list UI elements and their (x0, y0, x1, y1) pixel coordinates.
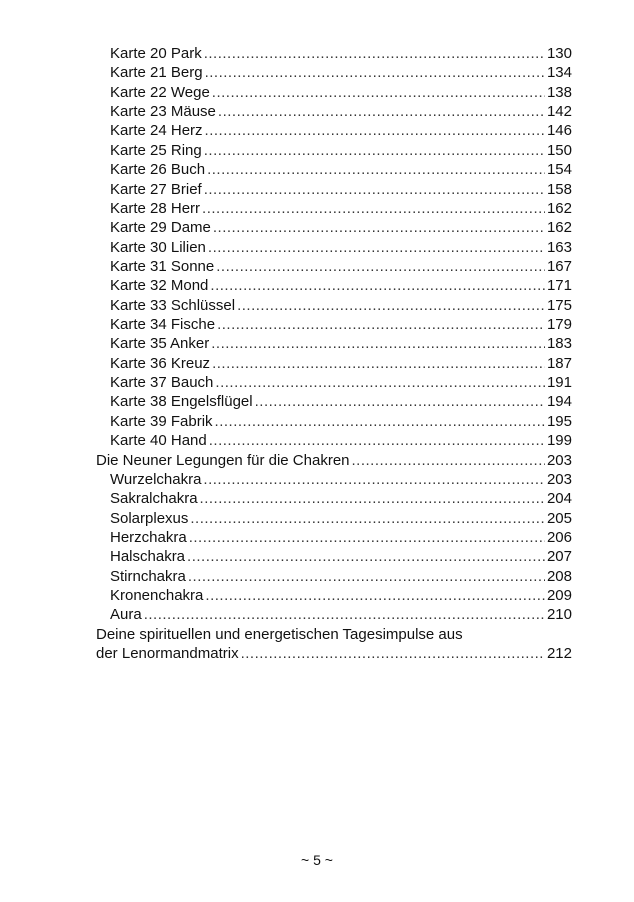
toc-leader-dots (241, 644, 545, 663)
toc-entry-label: Karte 33 Schlüssel (110, 296, 236, 314)
toc-leader-dots (237, 296, 545, 315)
toc-entry-page: 204 (546, 490, 572, 508)
toc-entry[interactable] (96, 509, 572, 528)
toc-entry-page: 183 (546, 335, 572, 353)
toc-entry-label: Karte 28 Herr (110, 199, 201, 217)
toc-leader-dots (144, 605, 545, 624)
toc-entry-page: 138 (546, 83, 572, 101)
toc-entry-page: 206 (546, 528, 572, 546)
toc-entry[interactable] (96, 586, 572, 605)
toc-entry-page: 163 (546, 238, 572, 256)
toc-entry-page: 187 (546, 354, 572, 372)
toc-entry[interactable] (96, 334, 572, 353)
toc-entry-label: Karte 20 Park (110, 45, 202, 62)
toc-entry-label: Karte 38 Engelsflügel (110, 393, 253, 411)
toc-entry-label: Solarplexus (110, 509, 189, 527)
toc-entry-page: 175 (546, 296, 572, 314)
toc-entry[interactable] (96, 44, 572, 63)
toc-entry-page: 162 (546, 219, 572, 237)
toc-leader-dots (208, 238, 545, 257)
toc-leader-dots (218, 102, 545, 121)
toc-entry[interactable] (96, 354, 572, 373)
toc-entry[interactable] (96, 547, 572, 566)
toc-entry-page: 171 (546, 277, 572, 295)
toc-leader-dots (188, 567, 545, 586)
toc-entry[interactable] (96, 102, 572, 121)
toc-entry-page: 195 (546, 412, 572, 430)
toc-entry-label: Karte 32 Mond (110, 277, 209, 295)
toc-leader-dots (215, 412, 545, 431)
toc-entry-page: 209 (546, 587, 572, 605)
toc-entry-label: Sakralchakra (110, 490, 198, 508)
table-of-contents (96, 44, 572, 664)
toc-entry-label-line2: der Lenormandmatrix (96, 645, 239, 663)
toc-entry-page: 130 (546, 45, 572, 62)
toc-leader-dots (205, 586, 545, 605)
toc-entry-label: Karte 37 Bauch (110, 374, 214, 392)
toc-entry-page: 191 (546, 374, 572, 392)
toc-leader-dots (210, 276, 545, 295)
toc-entry-label: Karte 36 Kreuz (110, 354, 211, 372)
toc-entry[interactable] (96, 141, 572, 160)
toc-entry-label: Die Neuner Legungen für die Chakren (96, 451, 350, 469)
toc-entry[interactable] (96, 218, 572, 237)
toc-entry-label: Karte 22 Wege (110, 83, 210, 101)
toc-entry-page: 203 (546, 470, 572, 488)
toc-entry[interactable] (96, 528, 572, 547)
toc-entry[interactable] (96, 489, 572, 508)
toc-entry[interactable] (96, 121, 572, 140)
toc-entry-page: 134 (546, 64, 572, 82)
toc-entry[interactable] (96, 567, 572, 586)
toc-leader-dots (204, 141, 545, 160)
toc-entry[interactable] (96, 470, 572, 489)
toc-leader-dots (352, 451, 545, 470)
toc-entry-page: 205 (546, 509, 572, 527)
toc-entry[interactable] (96, 238, 572, 257)
toc-leader-dots (212, 354, 545, 373)
toc-entry-label: Karte 29 Dame (110, 219, 211, 237)
toc-entry-page: 154 (546, 161, 572, 179)
toc-leader-dots (187, 547, 545, 566)
toc-entry[interactable] (96, 83, 572, 102)
toc-entry-label: Halschakra (110, 548, 186, 566)
toc-entry[interactable] (96, 296, 572, 315)
toc-leader-dots (204, 180, 545, 199)
toc-entry-label: Karte 24 Herz (110, 122, 203, 140)
toc-entry-label: Karte 39 Fabrik (110, 412, 213, 430)
toc-entry-label: Karte 40 Hand (110, 432, 207, 450)
toc-entry[interactable] (96, 431, 572, 450)
toc-leader-dots (200, 489, 545, 508)
toc-leader-dots (209, 431, 545, 450)
toc-entry-label: Wurzelchakra (110, 470, 202, 488)
toc-entry[interactable] (96, 199, 572, 218)
toc-leader-dots (216, 257, 545, 276)
toc-leader-dots (205, 121, 545, 140)
toc-entry-page: 199 (546, 432, 572, 450)
toc-leader-dots (204, 44, 545, 63)
toc-entry-page: 208 (546, 567, 572, 585)
toc-leader-dots (190, 509, 545, 528)
toc-entry[interactable] (96, 160, 572, 179)
toc-entry-page: 150 (546, 141, 572, 159)
toc-entry-page: 207 (546, 548, 572, 566)
toc-entry-page: 158 (546, 180, 572, 198)
toc-entry[interactable] (96, 451, 572, 470)
toc-entry-page: 179 (546, 316, 572, 334)
toc-entry-page: 203 (546, 451, 572, 469)
toc-entry[interactable] (96, 180, 572, 199)
toc-entry-page: 142 (546, 103, 572, 121)
toc-rows (96, 44, 572, 625)
toc-entry[interactable] (96, 412, 572, 431)
toc-entry-label: Karte 25 Ring (110, 141, 202, 159)
toc-leader-dots (203, 470, 545, 489)
page-number: ~ 5 ~ (301, 852, 333, 868)
toc-entry[interactable] (96, 605, 572, 624)
toc-entry-label: Karte 26 Buch (110, 161, 206, 179)
toc-entry-label: Karte 30 Lilien (110, 238, 206, 256)
toc-entry-label: Stirnchakra (110, 567, 186, 585)
toc-leader-dots (211, 334, 545, 353)
toc-entry-page: 194 (546, 393, 572, 411)
toc-entry-page: 146 (546, 122, 572, 140)
toc-entry[interactable] (96, 63, 572, 82)
toc-leader-dots (207, 160, 545, 179)
toc-leader-dots (217, 315, 545, 334)
toc-entry[interactable] (96, 315, 572, 334)
toc-entry-label: Karte 34 Fische (110, 316, 216, 334)
toc-leader-dots (212, 83, 545, 102)
toc-entry-label: Herzchakra (110, 528, 187, 546)
toc-entry-label: Karte 31 Sonne (110, 257, 215, 275)
toc-leader-dots (255, 392, 545, 411)
toc-entry-page: 162 (546, 199, 572, 217)
toc-entry-label: Karte 23 Mäuse (110, 103, 216, 121)
toc-leader-dots (215, 373, 545, 392)
toc-leader-dots (205, 63, 545, 82)
toc-entry[interactable] (96, 644, 572, 663)
toc-entry[interactable] (96, 257, 572, 276)
toc-leader-dots (213, 218, 545, 237)
toc-entry[interactable] (96, 276, 572, 295)
toc-entry-label-line1[interactable]: Deine spirituellen und energetischen Tagesimpulse aus (96, 625, 463, 643)
toc-entry-label: Kronenchakra (110, 587, 204, 605)
toc-entry-label: Aura (110, 606, 142, 624)
toc-entry[interactable] (96, 373, 572, 392)
toc-entry-label: Karte 27 Brief (110, 180, 202, 198)
toc-leader-dots (202, 199, 545, 218)
toc-entry-page: 167 (546, 257, 572, 275)
toc-entry-label: Karte 35 Anker (110, 335, 210, 353)
toc-entry[interactable] (96, 392, 572, 411)
toc-leader-dots (189, 528, 545, 547)
toc-entry-label: Karte 21 Berg (110, 64, 203, 82)
toc-entry-page: 212 (546, 645, 572, 663)
toc-entry-page: 210 (546, 606, 572, 624)
